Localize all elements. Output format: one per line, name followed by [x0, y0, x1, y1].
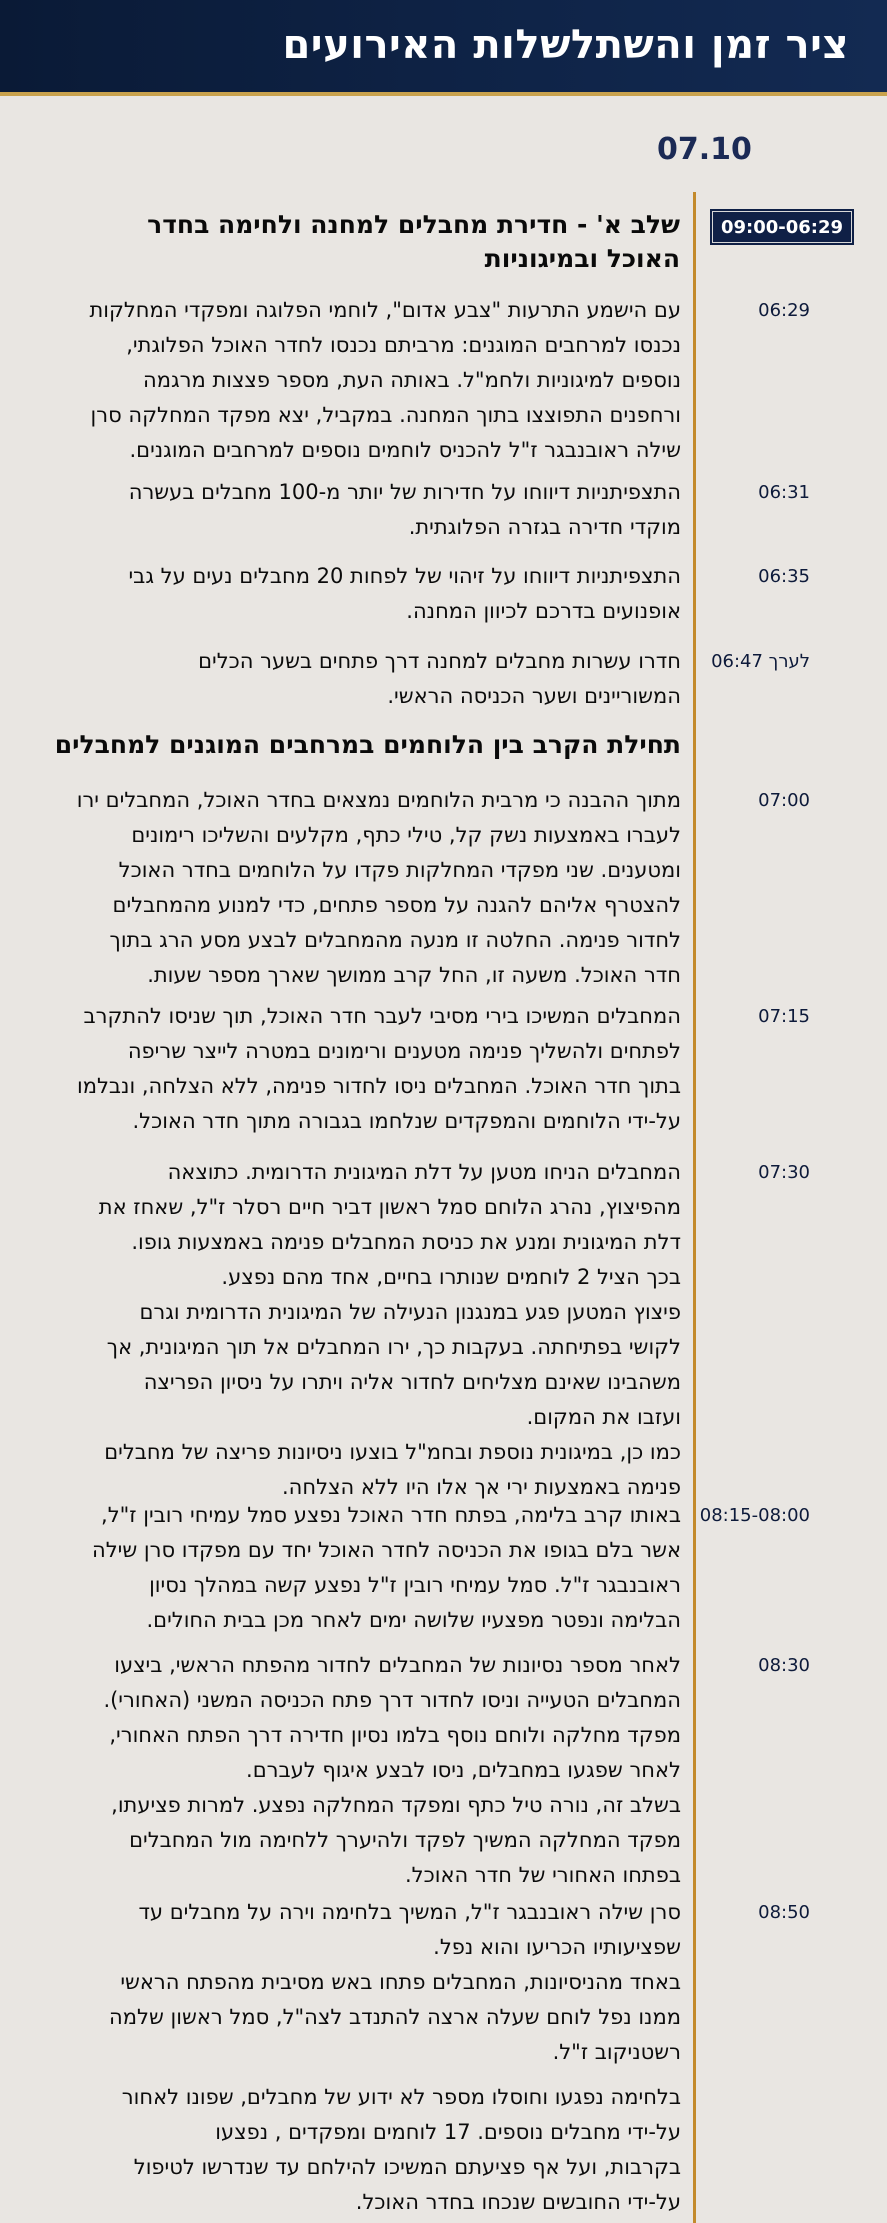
entry-line: בקרבות, ועל אף פציעתם המשיכו להילחם עד שנדרשו לטיפול	[133, 2155, 681, 2179]
entry-line: התצפיתניות דיווחו על זיהוי של לפחות 20 מחבלים נעים על גבי	[128, 564, 681, 588]
entry-line: חדר האוכל. משעה זו, החל קרב ממושך שארך מספר שעות.	[147, 963, 681, 987]
entry-line: בכך הציל 2 לוחמים שנותרו בחיים, אחד מהם נפצע.	[221, 1265, 681, 1289]
entry-time: 06:35	[758, 566, 810, 587]
entry-line: בתוך חדר האוכל. המחבלים ניסו לחדור פנימה, ללא הצלחה, ונבלמו	[76, 1074, 681, 1098]
entry-text	[21, 644, 681, 714]
entry-time: 08:50	[758, 1902, 810, 1923]
entry-text	[21, 783, 681, 993]
entry-line: מהפיצוץ, נהרג הלוחם סמל ראשון דביר חיים רסלר ז"ל, שאחז את	[98, 1195, 681, 1219]
stage-time-range-badge: 09:00-06:29	[712, 211, 852, 243]
entry-line: דלת המיגונית ומנע את כניסת המחבלים פנימה באמצעות גופו.	[131, 1230, 681, 1254]
entry-line: על-ידי הלוחמים והמפקדים שנלחמו בגבורה מתוך חדר האוכל.	[132, 1109, 681, 1133]
entry-text	[21, 1895, 681, 2070]
entry-line: על-ידי מחבלים נוספים. 17 לוחמים ומפקדים , נפצעו	[215, 2120, 681, 2144]
entry-line: על-ידי החובשים שנכחו בחדר האוכל.	[355, 2190, 681, 2214]
entry-line: ומטענים. שני מפקדי המחלקות פקדו על הלוחמים בחדר האוכל	[118, 858, 681, 882]
entry-line: המשוריינים ושער הכניסה הראשי.	[387, 684, 681, 708]
entry-line: באותו קרב בלימה, בפתח חדר האוכל נפצע סמל עמיחי רובין ז"ל,	[101, 1503, 681, 1527]
entry-text	[21, 559, 681, 629]
entry-line: נוספים למיגוניות ולחמ"ל. באותה העת, מספר פצצות מרגמה	[143, 368, 681, 392]
entry-line: לקושי בפתיחתה. בעקבות כך, ירו המחבלים אל תוך המיגונית, אך	[106, 1335, 681, 1359]
entry-text	[21, 1155, 681, 1505]
section-title: תחילת הקרב בין הלוחמים במרחבים המוגנים למחבלים	[54, 730, 681, 759]
entry-line: ועזבו את המקום.	[526, 1405, 681, 1429]
entry-line: ורחפנים התפוצצו בתוך המחנה. במקביל, יצא מפקד המחלקה סרן	[90, 403, 681, 427]
entry-time: 06:47 לערך	[711, 651, 810, 672]
stage-title: שלב א' - חדירת מחבלים למחנה ולחימה בחדר האוכל ובמיגוניות	[147, 210, 680, 273]
entry-line: נכנסו למרחבים המוגנים: מרביתם נכנסו לחדר האוכל הפלוגתי,	[126, 333, 681, 357]
entry-line: לאחר מספר נסיונות של המחבלים לחדור מהפתח הראשי, ביצעו	[114, 1653, 681, 1677]
entry-time: 08:15-08:00	[699, 1505, 810, 1526]
entry-line: הבלימה ונפטר מפצעיו שלושה ימים לאחר מכן בבית החולים.	[146, 1608, 681, 1632]
entry-line: לאחר שפגעו במחבלים, ניסו לבצע איגוף לעברם.	[246, 1758, 681, 1782]
entry-time: 07:30	[758, 1162, 810, 1183]
entry-text	[21, 475, 681, 545]
entry-line: אשר בלם בגופו את הכניסה לחדר האוכל יחד עם מפקדו סרן שילה	[91, 1538, 681, 1562]
entry-text	[21, 293, 681, 468]
entry-text	[21, 1498, 681, 1638]
entry-line: באחד מהניסיונות, המחבלים פתחו באש מסיבית מהפתח הראשי	[120, 1970, 681, 1994]
entry-time: 06:29	[758, 300, 810, 321]
entry-line: לעברו באמצעות נשק קל, טילי כתף, מקלעים והשליכו רימונים	[131, 823, 681, 847]
entry-line: לחדור פנימה. החלטה זו מנעה מהמחבלים לבצע מסע הרג בתוך	[109, 928, 681, 952]
entry-line: ממנו נפל לוחם שעלה ארצה להתנדב לצה"ל, סמל ראשון שלמה	[109, 2005, 681, 2029]
entry-line: בלחימה נפגעו וחוסלו מספר לא ידוע של מחבלים, שפונו לאחור	[121, 2085, 681, 2109]
entry-line: המחבלים המשיכו בירי מסיבי לעבר חדר האוכל, תוך שניסו להתקרב	[83, 1004, 681, 1028]
entry-line: להצטרף אליהם להגנה על מספר פתחים, כדי למנוע מהמחבלים	[112, 893, 681, 917]
entry-text	[21, 2080, 681, 2220]
entry-line: כמו כן, במיגונית נוספת ובחמ"ל בוצעו ניסיונות פריצה של מחבלים	[104, 1440, 681, 1464]
entry-line: מפקד מחלקה ולוחם נוסף בלמו נסיון חדירה דרך הפתח האחורי,	[109, 1723, 681, 1747]
entry-line: עם הישמע התרעות "צבע אדום", לוחמי הפלוגה ומפקדי המחלקות	[89, 298, 681, 322]
entry-line: מתוך ההבנה כי מרבית הלוחמים נמצאים בחדר האוכל, המחבלים ירו	[76, 788, 681, 812]
entry-line: בשלב זה, נורה טיל כתף ומפקד המחלקה נפצע. למרות פציעתו,	[111, 1793, 681, 1817]
entry-text	[21, 1648, 681, 1893]
entry-line: לפתחים ולהשליך פנימה מטענים ורימונים במטרה לייצר שריפה	[127, 1039, 681, 1063]
entry-line: מפקד המחלקה המשיך לפקד ולהיערך ללחימה מול המחבלים	[129, 1828, 681, 1852]
entry-text	[21, 999, 681, 1139]
entry-line: המחבלים הטעייה וניסו לחדור דרך פתח הכניסה המשני (האחורי).	[103, 1688, 681, 1712]
entry-line: המחבלים הניחו מטען על דלת המיגונית הדרומית. כתוצאה	[167, 1160, 681, 1184]
entry-line: מוקדי חדירה בגזרה הפלוגתית.	[408, 515, 681, 539]
entry-line: אופנועים בדרכם לכיוון המחנה.	[406, 599, 681, 623]
entry-line: חדרו עשרות מחבלים למחנה דרך פתחים בשער הכלים	[198, 649, 681, 673]
entry-line: סרן שילה ראובנבגר ז"ל, המשיך בלחימה וירה על מחבלים עד	[138, 1900, 681, 1924]
entry-line: בפתחו האחורי של חדר האוכל.	[405, 1863, 681, 1887]
entry-time: 07:00	[758, 790, 810, 811]
entry-line: התצפיתניות דיווחו על חדירות של יותר מ-100 מחבלים בעשרה	[128, 480, 681, 504]
entry-line: רשטניקוב ז"ל.	[552, 2040, 681, 2064]
entry-line: ראובנבגר ז"ל. סמל עמיחי רובין ז"ל נפצע קשה במהלך נסיון	[149, 1573, 681, 1597]
date-label: 07.10	[657, 132, 752, 167]
entry-time: 08:30	[758, 1655, 810, 1676]
entry-time: 07:15	[758, 1006, 810, 1027]
entry-line: שילה ראובנבגר ז"ל להכניס לוחמים נוספים למרחבים המוגנים.	[129, 438, 681, 462]
entry-time: 06:31	[758, 482, 810, 503]
entry-line: פיצוץ המטען פגע במנגנון הנעילה של המיגונית הדרומית וגרם	[139, 1300, 681, 1324]
page-title: ציר זמן והשתלשלות האירועים	[282, 22, 849, 68]
page-header	[0, 0, 887, 96]
entry-line: שפציעותיו הכריעו והוא נפל.	[433, 1935, 681, 1959]
entry-line: משהבינו שאינם מצליחים לחדור אליה ויתרו על ניסיון הפריצה	[143, 1370, 681, 1394]
entry-line: פנימה באמצעות ירי אך אלו היו ללא הצלחה.	[281, 1475, 681, 1499]
